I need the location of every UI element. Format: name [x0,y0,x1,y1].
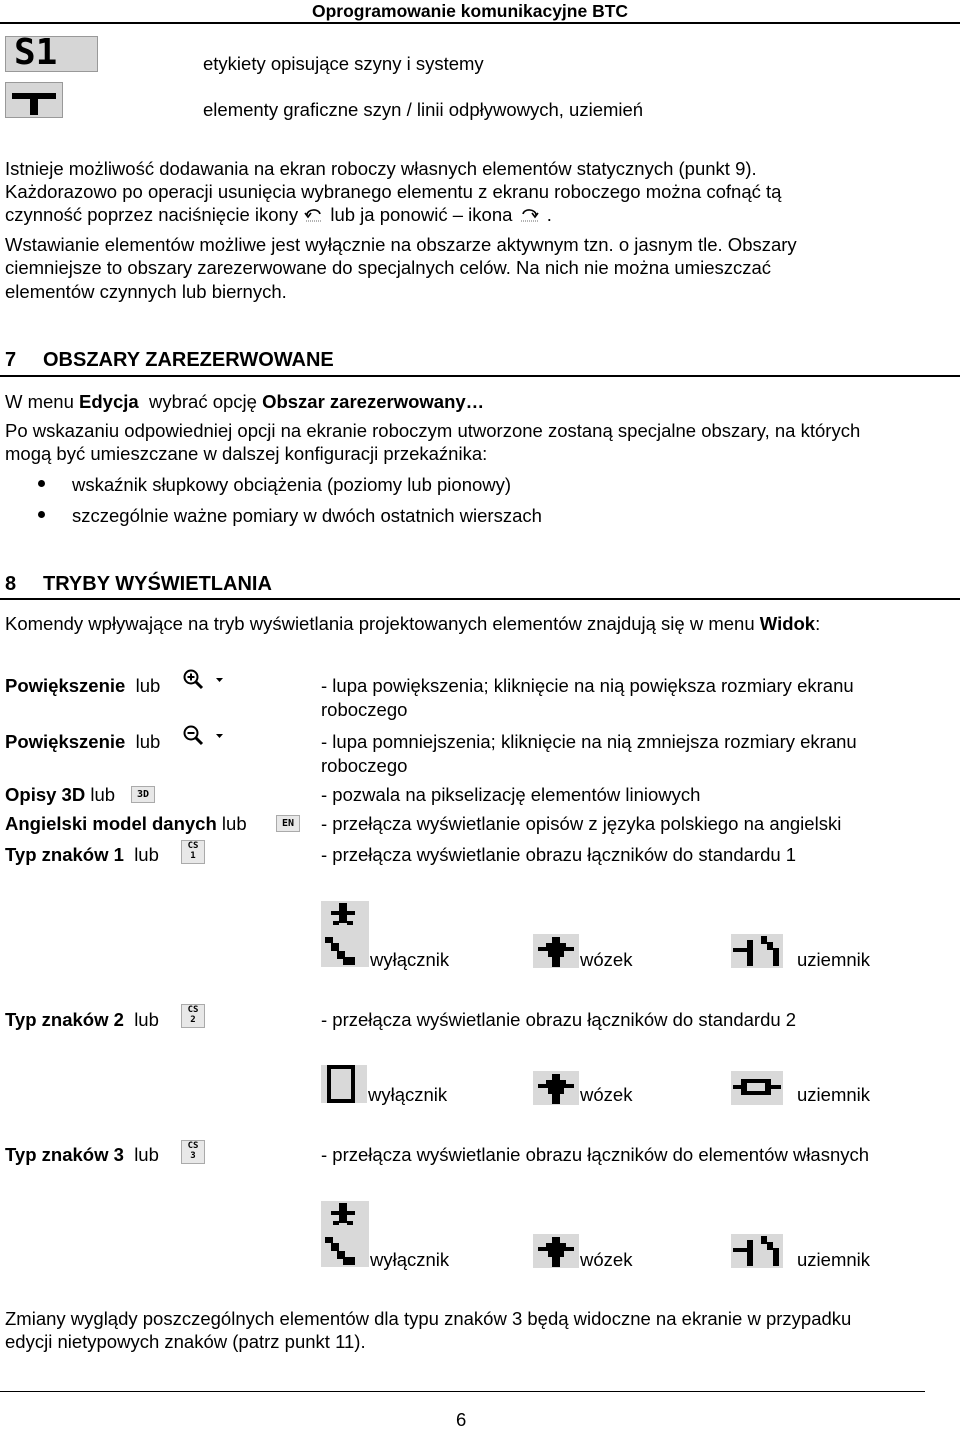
section-7-title: OBSZARY ZAREZERWOWANE [43,349,334,371]
truck-symbol-icon [533,1071,579,1105]
bullet-dot [38,480,45,487]
cs2-icon[interactable] [181,1004,205,1028]
section-8-title: TRYBY WYŚWIETLANIA [43,573,272,595]
earthing-symbol-icon [731,1234,783,1268]
intro-line-2: Każdorazowo po operacji usunięcia wybranego elementu z ekranu roboczego można cofnąć tą [5,181,782,202]
section-7-para-line-2: mogą być umieszczane w dalszej konfiguracji przekaźnika: [5,443,488,464]
bullet-item-2: szczególnie ważne pomiary w dwóch ostatnich wierszach [72,505,542,526]
en-icon[interactable]: EN [276,815,300,832]
section-8-intro [5,612,820,636]
footer-rule [0,1391,925,1392]
cs-icon-bottom: 2 [190,1015,196,1025]
symbol-label-truck: wózek [580,1084,633,1105]
command-desc-line: - lupa powiększenia; kliknięcie na nią powiększa rozmiary ekranu [321,675,854,696]
intro-line-6: elementów czynnych lub biernych. [5,281,287,302]
menu-widok: Widok [759,613,816,634]
command-term-cs1 [5,843,159,867]
truck-symbol-icon [533,1234,579,1268]
command-desc-line: roboczego [321,754,408,776]
cs-icon-top: CS [187,1005,199,1015]
command-desc-line: - lupa pomniejszenia; kliknięcie na nią zmniejsza rozmiary ekranu [321,731,857,752]
symbol-label-breaker: wyłącznik [368,1084,448,1105]
3d-icon[interactable]: 3D [131,786,155,803]
command-lub: lub [221,813,247,834]
symbol-label-earthing: uziemnik [797,1249,870,1270]
command-desc-line: roboczego [321,698,408,720]
closing-line-1: Zmiany wyglądy poszczególnych elementów dla typu znaków 3 będą widoczne na ekranie w przypadku [5,1308,852,1329]
command-term: Typ znaków 3 [5,1144,124,1165]
command-lub: lub [135,675,161,696]
command-term: Powiększenie [5,731,126,752]
symbol-label-truck: wózek [580,1249,633,1270]
section-7-menu-line [5,390,484,414]
cs-icon-top: CS [187,1141,199,1151]
command-desc-zoom-out [321,730,941,777]
menu-option-reserved-area: Obszar zarezerwowany… [262,391,485,412]
section-8-number: 8 [5,573,17,595]
intro-line-3a: czynność poprzez naciśnięcie ikony [5,204,299,225]
section-8-rule [0,598,960,600]
intro-line-4: Wstawianie elementów możliwe jest wyłącznie na obszarze aktywnym tzn. o jasnym tle. Obszary [5,234,797,255]
symbol-label-truck: wózek [580,949,633,970]
menu-prefix: W menu [5,391,74,412]
command-term-zoom-in [5,674,160,698]
section-7-heading [5,349,334,373]
legend-item-labels: etykiety opisujące szyny i systemy [203,53,484,74]
command-desc-zoom-in [321,674,941,721]
s1-label-icon-text: S1 [14,32,58,73]
command-desc-en: - przełącza wyświetlanie opisów z języka polskiego na angielski [321,813,842,834]
command-lub: lub [134,844,159,865]
header-rule [0,22,960,24]
command-term: Opisy 3D [5,784,86,805]
legend-item-elements: elementy graficzne szyn / linii odpływowych, uziemień [203,99,644,120]
cs-icon-bottom: 3 [190,1151,196,1161]
closing-line-2: edycji nietypowych znaków (patrz punkt 11). [5,1331,366,1352]
section-7-number: 7 [5,349,17,371]
section-8-intro-suffix: : [815,613,821,634]
section-8-heading [5,573,272,597]
symbol-label-breaker: wyłącznik [370,949,450,970]
command-lub: lub [134,1009,159,1030]
command-term-cs3 [5,1143,159,1167]
truck-symbol-icon [533,934,579,968]
earthing-symbol-icon [731,934,783,968]
command-term-en [5,812,247,836]
document-header: Oprogramowanie komunikacyjne BTC [312,1,629,21]
zoom-in-icon[interactable] [181,668,225,694]
bullet-dot [38,511,45,518]
command-desc-cs2: - przełącza wyświetlanie obrazu łączników do standardu 2 [321,1009,797,1030]
s1-label-icon [5,32,98,73]
command-lub: lub [134,1144,159,1165]
command-term-cs2 [5,1008,159,1032]
undo-icon [303,205,325,223]
breaker-box-symbol-icon [321,1065,367,1103]
command-lub: lub [90,784,116,805]
menu-mid: wybrać opcję [148,391,257,412]
command-term-zoom-out [5,730,160,754]
breaker-symbol-icon [321,1201,369,1267]
redo-icon [518,205,542,223]
intro-line-3b: lub ja ponowić – ikona [330,204,513,225]
section-7-para-line-1: Po wskazaniu odpowiedniej opcji na ekranie roboczym utworzone zostaną specjalne obszary, na których [5,420,861,441]
symbol-label-earthing: uziemnik [797,949,870,970]
command-desc-3d: - pozwala na pikselizację elementów liniowych [321,784,701,805]
cs3-icon[interactable] [181,1140,205,1164]
cs1-icon[interactable] [181,840,205,864]
command-term: Typ znaków 2 [5,1009,124,1030]
page-number: 6 [456,1409,467,1430]
command-term: Angielski model danych [5,813,217,834]
zoom-out-icon[interactable] [181,724,225,750]
command-term-3d [5,783,115,807]
symbol-label-breaker: wyłącznik [370,1249,450,1270]
cs-icon-bottom: 1 [190,851,196,861]
symbol-label-earthing: uziemnik [797,1084,870,1105]
command-term: Powiększenie [5,675,126,696]
menu-edycja: Edycja [79,391,139,412]
section-8-intro-text: Komendy wpływające na tryb wyświetlania projektowanych elementów znajdują się w menu [5,613,755,634]
cs-icon-top: CS [187,841,199,851]
command-lub: lub [135,731,161,752]
command-desc-cs3: - przełącza wyświetlanie obrazu łączników do elementów własnych [321,1144,870,1165]
intro-line-3 [5,203,552,227]
busbar-graphic-icon [5,82,63,118]
bullet-item-1: wskaźnik słupkowy obciążenia (poziomy lub pionowy) [72,474,512,495]
intro-line-3c: . [546,204,552,225]
command-term: Typ znaków 1 [5,844,124,865]
breaker-symbol-icon [321,901,369,967]
earthing-symbol-icon [731,1071,783,1105]
intro-line-5: ciemniejsze to obszary zarezerwowane do specjalnych celów. Na nich nie można umieszczać [5,257,772,278]
command-desc-cs1: - przełącza wyświetlanie obrazu łączników do standardu 1 [321,844,797,865]
section-7-rule [0,375,960,377]
intro-line-1: Istnieje możliwość dodawania na ekran roboczy własnych elementów statycznych (punkt 9). [5,158,757,179]
